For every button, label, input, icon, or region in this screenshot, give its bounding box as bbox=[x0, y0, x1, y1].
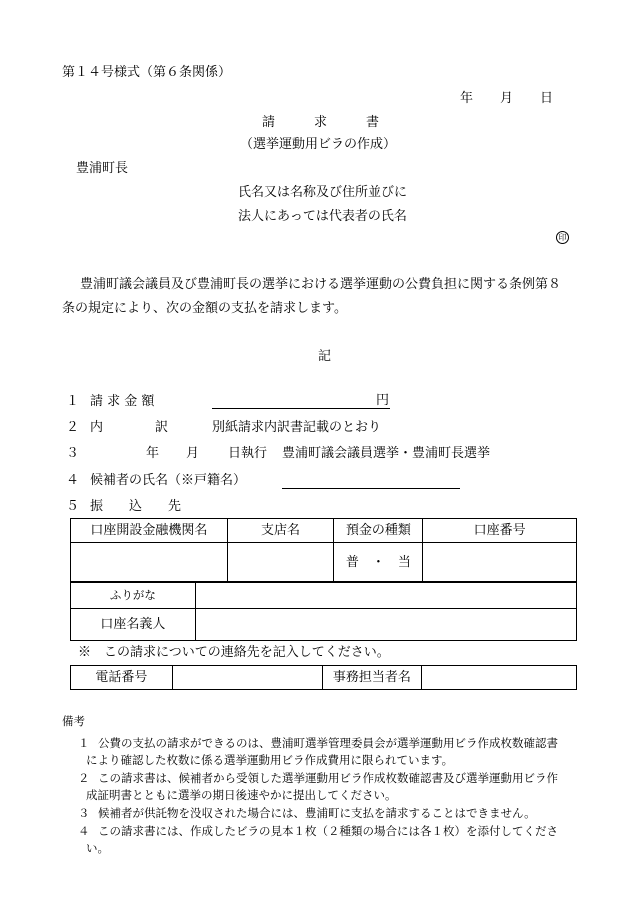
amount-field[interactable] bbox=[212, 408, 390, 409]
item5-label: 振 込 先 bbox=[90, 499, 182, 514]
branch-name-cell[interactable] bbox=[227, 543, 334, 582]
form-id: 第１４号様式（第６条関係） bbox=[62, 65, 232, 80]
deposit-type-cell[interactable]: 普 ・ 当 bbox=[334, 543, 423, 582]
seal-mark: 印 bbox=[556, 231, 569, 244]
applicant-label-line1: 氏名又は名称及び住所並びに bbox=[238, 185, 408, 200]
account-holder-cell[interactable] bbox=[195, 609, 576, 641]
account-holder-row bbox=[71, 609, 577, 641]
note1-line2: により確認した枚数に係る選挙運動用ビラ作成費用に限られています。 bbox=[86, 753, 454, 767]
account-number-cell[interactable] bbox=[423, 543, 577, 582]
document-title: 請 求 書 bbox=[262, 115, 380, 130]
notes-heading: 備考 bbox=[62, 714, 85, 728]
furigana-label: ふりがな bbox=[71, 583, 196, 609]
item1-number: １ bbox=[66, 394, 80, 409]
contact-row bbox=[71, 666, 577, 690]
header-account-number: 口座番号 bbox=[423, 519, 577, 543]
furigana-row bbox=[71, 583, 577, 609]
bank-table-input-row bbox=[71, 543, 577, 582]
ki-mark: 記 bbox=[318, 349, 332, 364]
header-branch-name: 支店名 bbox=[227, 519, 334, 543]
note4-number: ４ bbox=[78, 824, 90, 838]
note2-number: ２ bbox=[78, 771, 90, 785]
item3-day-label: 日執行 bbox=[228, 446, 268, 461]
note2-line1: この請求書は、候補者から受領した選挙運動用ビラ作成枚数確認書及び選挙運動用ビラ作 bbox=[98, 771, 558, 785]
contact-note: ※ この請求についての連絡先を記入してください。 bbox=[78, 645, 390, 660]
item4-number: ４ bbox=[66, 473, 80, 488]
body-line1: 豊浦町議会議員及び豊浦町長の選挙における選挙運動の公費負担に関する条例第８ bbox=[80, 277, 562, 292]
item3-election-name: 豊浦町議会議員選挙・豊浦町長選挙 bbox=[282, 446, 491, 461]
item3-year-label: 年 bbox=[146, 446, 160, 461]
header-deposit-type: 預金の種類 bbox=[334, 519, 423, 543]
bank-name-cell[interactable] bbox=[71, 543, 228, 582]
item3-number: ３ bbox=[66, 446, 80, 461]
account-holder-table bbox=[70, 582, 577, 641]
date-month-label: 月 bbox=[500, 91, 514, 106]
note1-number: １ bbox=[78, 736, 90, 750]
date-day-label: 日 bbox=[540, 91, 554, 106]
candidate-name-field[interactable] bbox=[282, 488, 460, 489]
note2-line2: 成証明書とともに選挙の期日後速やかに提出してください。 bbox=[86, 788, 397, 802]
account-holder-label: 口座名義人 bbox=[71, 609, 196, 641]
bank-account-table bbox=[70, 518, 577, 582]
phone-cell[interactable] bbox=[172, 666, 322, 690]
note3-line1: 候補者が供託物を没収された場合には、豊浦町に支払を請求することはできません。 bbox=[98, 806, 536, 820]
item3-month-label: 月 bbox=[186, 446, 200, 461]
note4-line2: い。 bbox=[86, 841, 109, 855]
item4-label: 候補者の氏名（※戸籍名） bbox=[90, 473, 247, 488]
body-line2: 条の規定により、次の金額の支払を請求します。 bbox=[62, 301, 347, 316]
staff-label: 事務担当者名 bbox=[322, 666, 422, 690]
furigana-cell[interactable] bbox=[195, 583, 576, 609]
item5-number: ５ bbox=[66, 499, 80, 514]
item1-label: 請 求 金 額 bbox=[90, 394, 155, 409]
header-bank-name: 口座開設金融機関名 bbox=[71, 519, 228, 543]
yen-unit: 円 bbox=[376, 393, 390, 408]
applicant-label-line2: 法人にあっては代表者の氏名 bbox=[238, 209, 407, 224]
note4-line1: この請求書には、作成したビラの見本１枚（２種類の場合には各１枚）を添付してくださ bbox=[98, 824, 558, 838]
bank-table-header-row bbox=[71, 519, 577, 543]
contact-table bbox=[70, 665, 577, 690]
addressee: 豊浦町長 bbox=[76, 161, 129, 176]
staff-cell[interactable] bbox=[422, 666, 577, 690]
item2-label: 内 訳 bbox=[90, 420, 169, 435]
phone-label: 電話番号 bbox=[71, 666, 173, 690]
date-year-label: 年 bbox=[460, 91, 474, 106]
document-subtitle: （選挙運動用ビラの作成） bbox=[240, 137, 397, 152]
note1-line1: 公費の支払の請求ができるのは、豊浦町選挙管理委員会が選挙運動用ビラ作成枚数確認書 bbox=[98, 736, 558, 750]
item2-value: 別紙請求内訳書記載のとおり bbox=[212, 420, 382, 435]
note3-number: ３ bbox=[78, 806, 90, 820]
item2-number: ２ bbox=[66, 420, 80, 435]
